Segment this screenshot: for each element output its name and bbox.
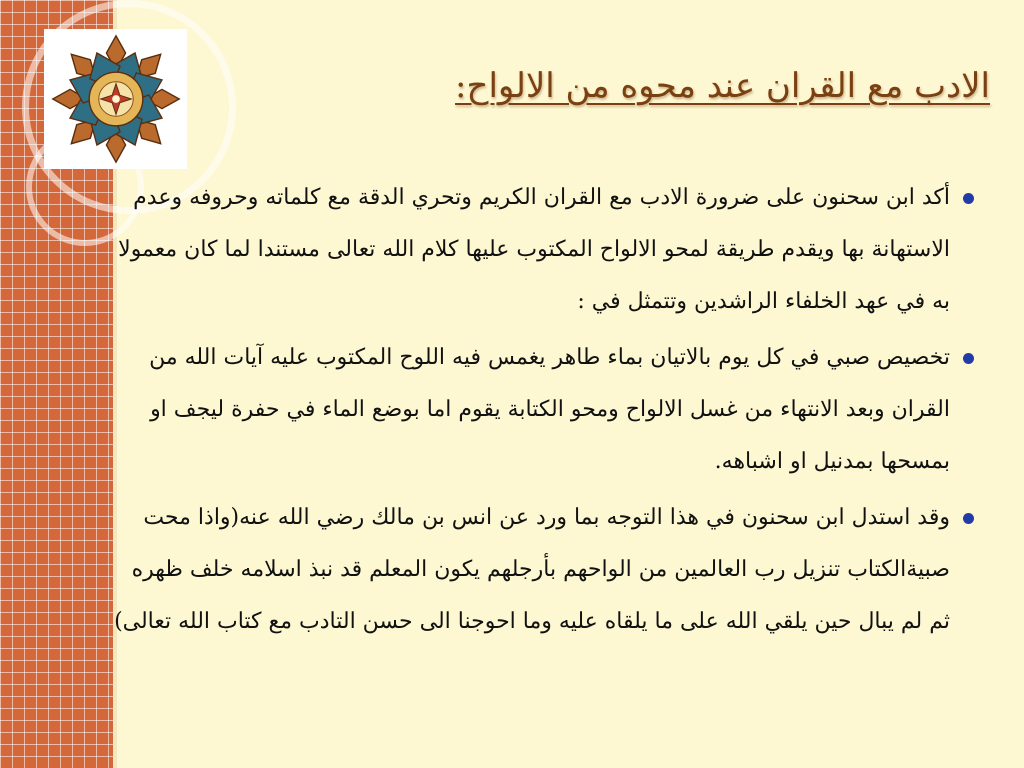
bullet-item bbox=[106, 172, 976, 328]
bullet-item bbox=[106, 332, 976, 488]
ornament-frame bbox=[44, 29, 187, 169]
slide-content bbox=[106, 172, 976, 652]
bullet-text: وقد استدل ابن سحنون في هذا التوجه بما ورد عن انس بن مالك رضي الله عنه(واذا محت صبيةالكتاب تنزيل رب العالمين من الواحهم بأرجلهم يكون المعلم قد نبذ اسلامه خلف ظهره ثم لم يبال حين يلقي الله على ما يلقاه عليه وما احوجنا الى حسن التادب مع كتاب الله تعالى) bbox=[114, 505, 950, 634]
bullet-dot-icon bbox=[963, 353, 974, 364]
slide-title: الادب مع القران عند محوه من الالواح: bbox=[455, 66, 990, 106]
bullet-text: تخصيص صبي في كل يوم بالاتيان بماء طاهر يغمس فيه اللوح المكتوب عليه آيات الله من القران وبعد الانتهاء من غسل الالواح ومحو الكتابة يقوم اما بوضع الماء في حفرة ليجف او بمسحها بمدنيل او اشباهه. bbox=[149, 345, 950, 474]
bullet-text: أكد ابن سحنون على ضرورة الادب مع القران الكريم وتحري الدقة مع كلماته وحروفه وعدم الاستهانة بها ويقدم طريقة لمحو الالواح المكتوب عليها كلام الله تعالى مستندا لما كان معمولا به في عهد الخلفاء الراشدين وتتمثل في : bbox=[118, 185, 950, 314]
bullet-item bbox=[106, 492, 976, 648]
bullet-list bbox=[106, 172, 976, 648]
bullet-dot-icon bbox=[963, 193, 974, 204]
islamic-star-ornament-icon bbox=[49, 32, 183, 166]
bullet-dot-icon bbox=[963, 513, 974, 524]
